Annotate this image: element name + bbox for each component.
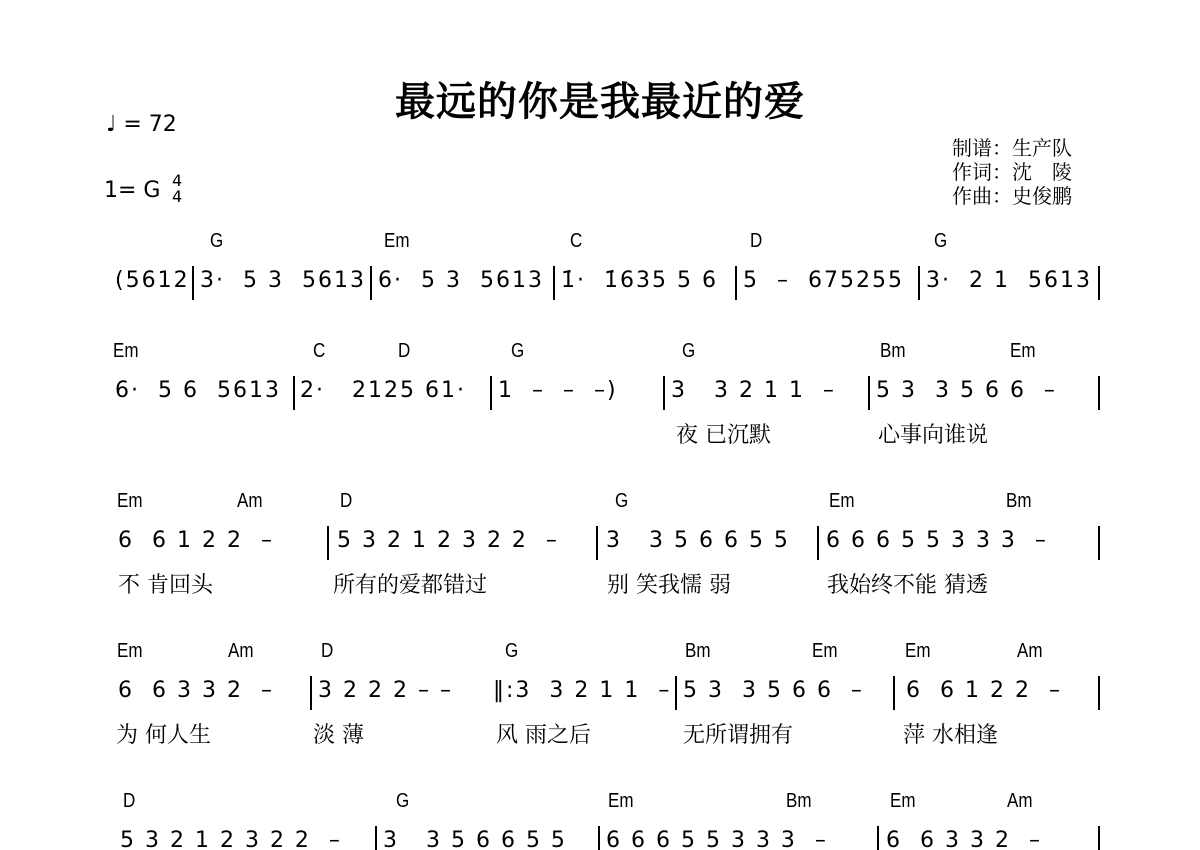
measure-notes: 6 6 1 2 2 – <box>906 678 1062 703</box>
measure-notes: ‖:3 3 2 1 1 – <box>493 678 672 703</box>
credit-transcriber: 制谱：生产队 <box>952 136 1072 160</box>
lyric-line: 无所谓拥有 <box>683 723 794 748</box>
chord-symbol: Bm <box>1006 490 1032 512</box>
chord-symbol: G <box>615 490 629 512</box>
measure-notes: (5612 <box>115 268 190 293</box>
chord-symbol: Em <box>608 790 634 812</box>
chord-symbol: D <box>123 790 136 812</box>
lyric-line: 别 笑我懦 弱 <box>607 573 731 598</box>
chord-symbol: Am <box>237 490 263 512</box>
barline <box>370 266 372 300</box>
barline <box>192 266 194 300</box>
barline <box>598 826 600 850</box>
measure-notes: 6· 5 6 5613 <box>115 378 281 403</box>
measure-notes: 1̇· 1̇635 5 6 <box>561 268 718 293</box>
barline <box>553 266 555 300</box>
barline <box>877 826 879 850</box>
time-signature-top: 4 <box>172 171 183 190</box>
chord-symbol: Em <box>890 790 916 812</box>
chord-symbol: D <box>340 490 353 512</box>
chord-symbol: Em <box>812 640 838 662</box>
barline <box>490 376 492 410</box>
credits <box>952 136 1072 208</box>
measure-notes: 6 6 1 2 2 – <box>118 528 274 553</box>
chord-symbol: D <box>398 340 411 362</box>
measure-notes: 6 6 6 5 5 3 3 3 – <box>826 528 1048 553</box>
measure-notes: 5 3 2 1 2 3 2 2 – <box>337 528 559 553</box>
barline <box>675 676 677 710</box>
barline <box>375 826 377 850</box>
measure-notes: 6· 5 3 5613 <box>378 268 544 293</box>
time-signature-bottom: 4 <box>172 187 183 206</box>
lyric-line: 风 雨之后 <box>496 723 591 748</box>
lyric-line: 不 肯回头 <box>118 573 213 598</box>
lyric-line: 淡 薄 <box>313 723 364 748</box>
measure-notes: 3 2 2 2 – – <box>318 678 453 703</box>
chord-symbol: Am <box>1017 640 1043 662</box>
barline <box>663 376 665 410</box>
measure-notes: 3 3 2 1 1 – <box>671 378 836 403</box>
barline <box>1098 376 1100 410</box>
chord-symbol: Em <box>117 490 143 512</box>
lyric-line: 萍 水相逢 <box>903 723 998 748</box>
measure-notes: 5 – 675255 <box>743 268 904 293</box>
barline <box>868 376 870 410</box>
key-signature: 1= G <box>104 178 161 203</box>
lyric-line: 为 何人生 <box>116 723 211 748</box>
measure-notes: 3 3 5 6 6 5 5 <box>606 528 790 553</box>
chord-symbol: G <box>396 790 410 812</box>
chord-symbol: G <box>511 340 525 362</box>
measure-notes: 3· 5 3 5613 <box>200 268 366 293</box>
measure-notes: 6 6 6 5 5 3 3 3 – <box>606 828 828 850</box>
chord-symbol: Bm <box>685 640 711 662</box>
chord-symbol: Bm <box>880 340 906 362</box>
chord-symbol: G <box>682 340 696 362</box>
barline <box>1098 676 1100 710</box>
credit-lyricist: 作词：沈 陵 <box>952 160 1072 184</box>
barline <box>1098 826 1100 850</box>
barline <box>735 266 737 300</box>
measure-notes: 6 6 3 3 2 – <box>886 828 1042 850</box>
barline <box>893 676 895 710</box>
barline <box>310 676 312 710</box>
barline <box>293 376 295 410</box>
barline <box>918 266 920 300</box>
barline <box>1098 526 1100 560</box>
lyric-line: 心事向谁说 <box>878 423 989 448</box>
lyric-line: 所有的爱都错过 <box>333 573 488 598</box>
chord-symbol: Em <box>113 340 139 362</box>
chord-symbol: C <box>313 340 326 362</box>
chord-symbol: Em <box>117 640 143 662</box>
tempo-marking: ♩ = 72 <box>106 112 177 137</box>
chord-symbol: G <box>505 640 519 662</box>
time-signature <box>172 173 182 205</box>
chord-symbol: Am <box>1007 790 1033 812</box>
song-title: 最远的你是我最近的爱 <box>395 79 805 125</box>
barline <box>596 526 598 560</box>
credit-composer: 作曲：史俊鹏 <box>952 184 1072 208</box>
chord-symbol: G <box>210 230 224 252</box>
chord-symbol: C <box>570 230 583 252</box>
chord-symbol: Em <box>384 230 410 252</box>
lyric-line: 我始终不能 猜透 <box>827 573 988 598</box>
measure-notes: 5 3 2 1 2 3 2 2 – <box>120 828 342 850</box>
measure-notes: 5 3 3 5 6 6 – <box>876 378 1057 403</box>
chord-symbol: Em <box>1010 340 1036 362</box>
chord-symbol: Em <box>829 490 855 512</box>
barline <box>327 526 329 560</box>
measure-notes: 3· 2 1 5613 <box>926 268 1092 293</box>
barline <box>817 526 819 560</box>
lyric-line: 夜 已沉默 <box>676 423 771 448</box>
chord-symbol: G <box>934 230 948 252</box>
chord-symbol: Em <box>905 640 931 662</box>
measure-notes: 2· 2125 61· <box>300 378 466 403</box>
measure-notes: 5 3 3 5 6 6 – <box>683 678 864 703</box>
barline <box>1098 266 1100 300</box>
chord-symbol: Am <box>228 640 254 662</box>
chord-symbol: Bm <box>786 790 812 812</box>
measure-notes: 1 – – –) <box>498 378 618 403</box>
measure-notes: 6 6 3 3 2 – <box>118 678 274 703</box>
chord-symbol: D <box>750 230 763 252</box>
chord-symbol: D <box>321 640 334 662</box>
measure-notes: 3 3 5 6 6 5 5 <box>383 828 567 850</box>
